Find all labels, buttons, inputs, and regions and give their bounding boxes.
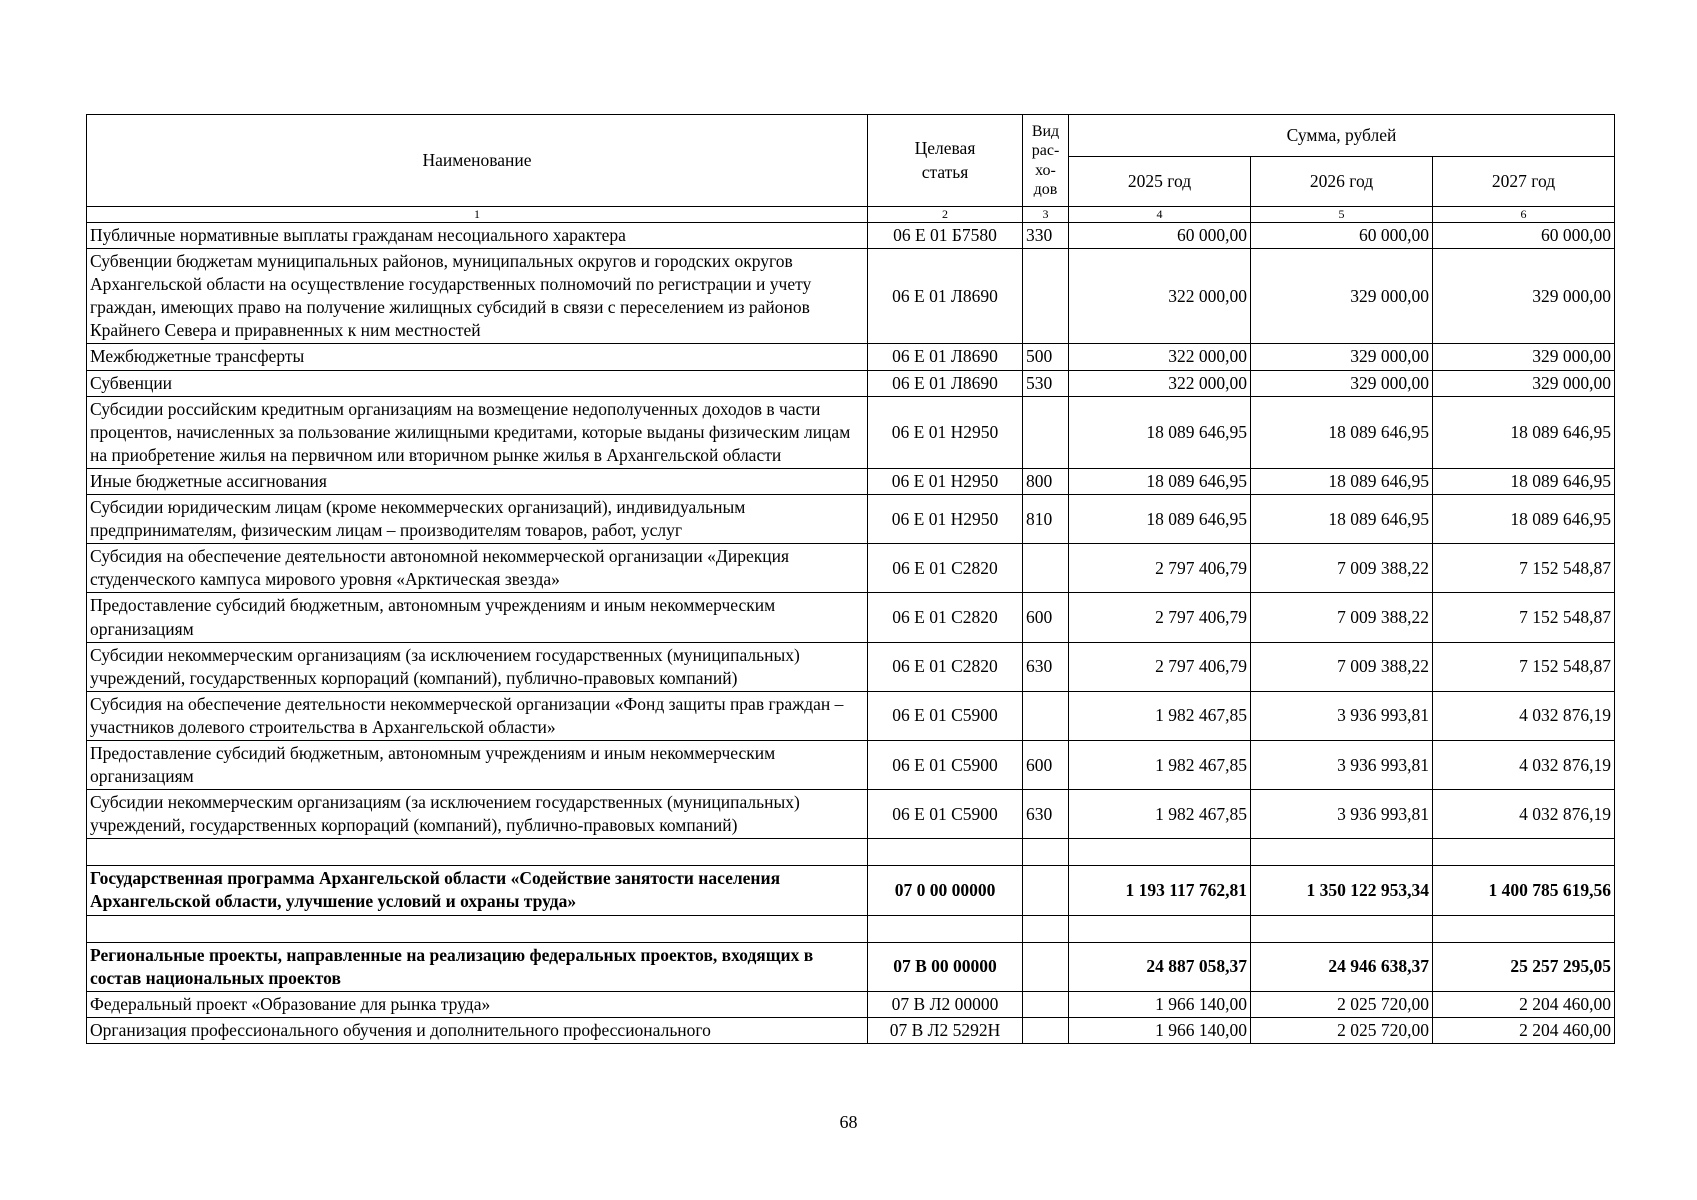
row-name: Субвенции бюджетам муниципальных районов, муниципальных округов и городских округов Архангельской области на осуществление государственных полномочий по регистрации и учету граждан, имеющих право на получение жилищных субсидий в связи с переселением из районов Крайнего Севера и приравненных к ним местностей [87, 249, 868, 344]
table-row [87, 344, 1615, 370]
row-code: 06 Е 01 С2820 [868, 593, 1023, 642]
row-name: Межбюджетные трансферты [87, 344, 868, 370]
row-code: 06 Е 01 С5900 [868, 740, 1023, 789]
header-target-article: Целевая статья [868, 115, 1023, 207]
col-num-5: 5 [1251, 207, 1433, 223]
row-code: 07 В Л2 5292Н [868, 1017, 1023, 1043]
row-sum-2025: 322 000,00 [1069, 370, 1251, 396]
row-sum-2025: 322 000,00 [1069, 249, 1251, 344]
spacer-row [87, 839, 1615, 866]
row-expense-type: 800 [1023, 468, 1069, 494]
row-sum-2027: 1 400 785 619,56 [1433, 866, 1615, 915]
row-expense-type: 630 [1023, 642, 1069, 691]
row-sum-2025: 1 982 467,85 [1069, 691, 1251, 740]
row-name: Субсидии российским кредитным организациям на возмещение недополученных доходов в части процентов, начисленных за пользование жилищными кредитами, которые выданы физическим лицам на приобретение жилья на первичном или вторичном рынке жилья в Архангельской области [87, 396, 868, 468]
row-name: Федеральный проект «Образование для рынка труда» [87, 991, 868, 1017]
row-code: 07 В Л2 00000 [868, 991, 1023, 1017]
row-name: Субсидии некоммерческим организациям (за исключением государственных (муниципальных) учреждений, государственных корпораций (компаний), публично-правовых компаний) [87, 642, 868, 691]
row-sum-2026: 7 009 388,22 [1251, 593, 1433, 642]
col-num-2: 2 [868, 207, 1023, 223]
row-sum-2025: 1 966 140,00 [1069, 1017, 1251, 1043]
row-code: 06 Е 01 С2820 [868, 642, 1023, 691]
table-row [87, 396, 1615, 468]
row-expense-type: 500 [1023, 344, 1069, 370]
row-name: Организация профессионального обучения и дополнительного профессионального [87, 1017, 868, 1043]
header-2026: 2026 год [1251, 157, 1433, 207]
row-sum-2026: 7 009 388,22 [1251, 544, 1433, 593]
row-name: Государственная программа Архангельской области «Содействие занятости населения Архангельской области, улучшение условий и охраны труда» [87, 866, 868, 915]
spacer-row [87, 915, 1615, 942]
row-name: Субвенции [87, 370, 868, 396]
row-sum-2027: 18 089 646,95 [1433, 396, 1615, 468]
table-row [87, 790, 1615, 839]
table-row-regional-projects [87, 942, 1615, 991]
row-sum-2026: 24 946 638,37 [1251, 942, 1433, 991]
header-name: Наименование [87, 115, 868, 207]
row-sum-2026: 329 000,00 [1251, 370, 1433, 396]
row-code: 07 0 00 00000 [868, 866, 1023, 915]
header-sum: Сумма, рублей [1069, 115, 1615, 157]
row-expense-type [1023, 866, 1069, 915]
table-row [87, 544, 1615, 593]
row-sum-2025: 18 089 646,95 [1069, 396, 1251, 468]
row-sum-2026: 329 000,00 [1251, 249, 1433, 344]
row-sum-2025: 2 797 406,79 [1069, 593, 1251, 642]
row-sum-2027: 329 000,00 [1433, 370, 1615, 396]
row-sum-2027: 2 204 460,00 [1433, 1017, 1615, 1043]
table-row [87, 1017, 1615, 1043]
row-code: 07 В 00 00000 [868, 942, 1023, 991]
row-expense-type: 530 [1023, 370, 1069, 396]
row-code: 06 Е 01 Н2950 [868, 468, 1023, 494]
col-num-1: 1 [87, 207, 868, 223]
row-expense-type [1023, 691, 1069, 740]
row-sum-2027: 7 152 548,87 [1433, 642, 1615, 691]
row-sum-2026: 2 025 720,00 [1251, 1017, 1433, 1043]
table-row [87, 370, 1615, 396]
row-expense-type [1023, 544, 1069, 593]
row-code: 06 Е 01 Б7580 [868, 223, 1023, 249]
table-row [87, 468, 1615, 494]
row-sum-2027: 2 204 460,00 [1433, 991, 1615, 1017]
header-row-1 [87, 115, 1615, 157]
row-sum-2027: 4 032 876,19 [1433, 740, 1615, 789]
row-sum-2025: 18 089 646,95 [1069, 495, 1251, 544]
row-sum-2027: 4 032 876,19 [1433, 790, 1615, 839]
row-code: 06 Е 01 С5900 [868, 691, 1023, 740]
col-num-6: 6 [1433, 207, 1615, 223]
row-sum-2025: 60 000,00 [1069, 223, 1251, 249]
row-name: Публичные нормативные выплаты гражданам несоциального характера [87, 223, 868, 249]
table-row [87, 593, 1615, 642]
row-name: Субсидии юридическим лицам (кроме некоммерческих организаций), индивидуальным предпринимателям, физическим лицам – производителям товаров, работ, услуг [87, 495, 868, 544]
row-name: Субсидия на обеспечение деятельности автономной некоммерческой организации «Дирекция студенческого кампуса мирового уровня «Арктическая звезда» [87, 544, 868, 593]
row-code: 06 Е 01 Н2950 [868, 396, 1023, 468]
header-expense-type: Вид рас- хо- дов [1023, 115, 1069, 207]
row-sum-2026: 18 089 646,95 [1251, 396, 1433, 468]
row-sum-2025: 2 797 406,79 [1069, 544, 1251, 593]
row-name: Иные бюджетные ассигнования [87, 468, 868, 494]
column-number-row [87, 207, 1615, 223]
row-name: Предоставление субсидий бюджетным, автономным учреждениям и иным некоммерческим организациям [87, 593, 868, 642]
row-code: 06 Е 01 Л8690 [868, 370, 1023, 396]
row-sum-2026: 18 089 646,95 [1251, 495, 1433, 544]
table-row [87, 991, 1615, 1017]
row-sum-2025: 24 887 058,37 [1069, 942, 1251, 991]
row-name: Предоставление субсидий бюджетным, автономным учреждениям и иным некоммерческим организациям [87, 740, 868, 789]
row-sum-2025: 1 193 117 762,81 [1069, 866, 1251, 915]
row-expense-type [1023, 249, 1069, 344]
header-2027: 2027 год [1433, 157, 1615, 207]
row-sum-2026: 3 936 993,81 [1251, 790, 1433, 839]
row-name: Региональные проекты, направленные на реализацию федеральных проектов, входящих в состав национальных проектов [87, 942, 868, 991]
row-code: 06 Е 01 С2820 [868, 544, 1023, 593]
row-sum-2027: 18 089 646,95 [1433, 468, 1615, 494]
row-sum-2027: 60 000,00 [1433, 223, 1615, 249]
row-sum-2027: 329 000,00 [1433, 249, 1615, 344]
row-sum-2027: 7 152 548,87 [1433, 544, 1615, 593]
row-expense-type [1023, 1017, 1069, 1043]
table-row [87, 642, 1615, 691]
row-expense-type: 630 [1023, 790, 1069, 839]
row-expense-type: 600 [1023, 593, 1069, 642]
budget-table [86, 114, 1615, 1044]
col-num-4: 4 [1069, 207, 1251, 223]
row-sum-2026: 3 936 993,81 [1251, 691, 1433, 740]
row-expense-type: 600 [1023, 740, 1069, 789]
table-row-program-total [87, 866, 1615, 915]
row-expense-type [1023, 396, 1069, 468]
page-number: 68 [839, 1112, 858, 1132]
row-sum-2025: 1 982 467,85 [1069, 740, 1251, 789]
table-body [87, 115, 1615, 1044]
row-expense-type: 330 [1023, 223, 1069, 249]
table-row [87, 223, 1615, 249]
row-expense-type [1023, 991, 1069, 1017]
row-name: Субсидии некоммерческим организациям (за исключением государственных (муниципальных) учреждений, государственных корпораций (компаний), публично-правовых компаний) [87, 790, 868, 839]
table-row [87, 249, 1615, 344]
row-code: 06 Е 01 С5900 [868, 790, 1023, 839]
row-sum-2027: 25 257 295,05 [1433, 942, 1615, 991]
row-sum-2026: 1 350 122 953,34 [1251, 866, 1433, 915]
table-row [87, 691, 1615, 740]
header-2025: 2025 год [1069, 157, 1251, 207]
row-sum-2025: 1 982 467,85 [1069, 790, 1251, 839]
row-sum-2025: 2 797 406,79 [1069, 642, 1251, 691]
row-code: 06 Е 01 Л8690 [868, 344, 1023, 370]
row-sum-2025: 18 089 646,95 [1069, 468, 1251, 494]
row-sum-2027: 4 032 876,19 [1433, 691, 1615, 740]
row-sum-2026: 18 089 646,95 [1251, 468, 1433, 494]
row-sum-2026: 329 000,00 [1251, 344, 1433, 370]
row-sum-2025: 322 000,00 [1069, 344, 1251, 370]
row-sum-2025: 1 966 140,00 [1069, 991, 1251, 1017]
row-expense-type: 810 [1023, 495, 1069, 544]
table-row [87, 740, 1615, 789]
row-sum-2026: 3 936 993,81 [1251, 740, 1433, 789]
row-name: Субсидия на обеспечение деятельности некоммерческой организации «Фонд защиты прав граждан – участников долевого строительства в Архангельской области» [87, 691, 868, 740]
row-sum-2027: 329 000,00 [1433, 344, 1615, 370]
row-code: 06 Е 01 Л8690 [868, 249, 1023, 344]
row-sum-2027: 18 089 646,95 [1433, 495, 1615, 544]
row-expense-type [1023, 942, 1069, 991]
table-row [87, 495, 1615, 544]
col-num-3: 3 [1023, 207, 1069, 223]
row-sum-2026: 60 000,00 [1251, 223, 1433, 249]
row-sum-2026: 7 009 388,22 [1251, 642, 1433, 691]
row-sum-2026: 2 025 720,00 [1251, 991, 1433, 1017]
row-code: 06 Е 01 Н2950 [868, 495, 1023, 544]
row-sum-2027: 7 152 548,87 [1433, 593, 1615, 642]
